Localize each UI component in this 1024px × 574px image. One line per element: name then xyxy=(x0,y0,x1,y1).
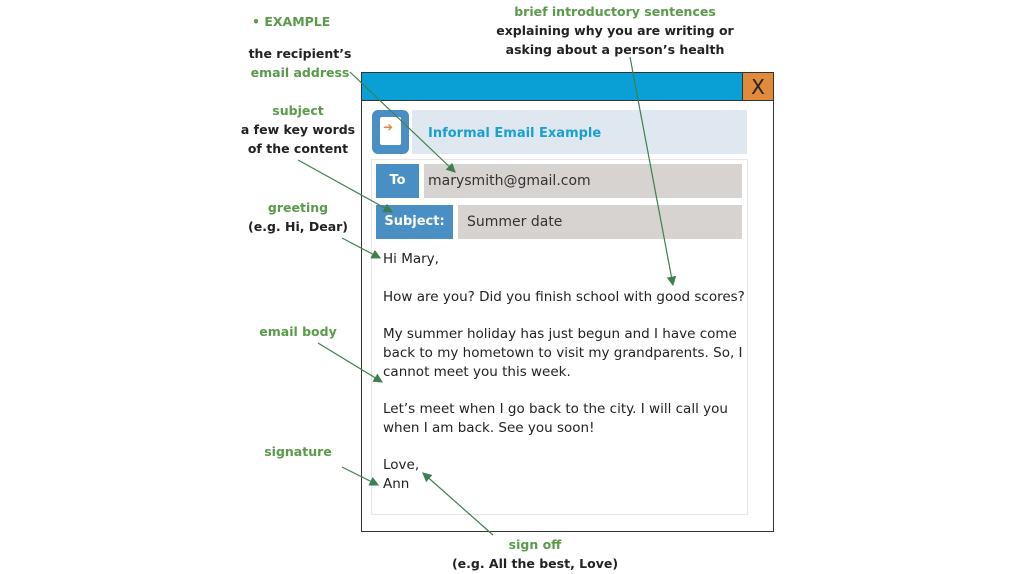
body-line: My summer holiday has just begun and I have come xyxy=(383,326,737,342)
email-body-annotation: email body xyxy=(259,324,337,339)
body-line: cannot meet you this week. xyxy=(383,364,571,380)
document-arrow-icon: ➜ xyxy=(372,110,409,154)
annotation-text: of the content xyxy=(247,141,349,156)
body-line: Let’s meet when I go back to the city. I will call you xyxy=(383,401,728,417)
annotation-text: email address xyxy=(250,65,350,80)
body-line: Ann xyxy=(383,476,410,492)
annotation-text: sign off xyxy=(508,537,562,552)
signature-arrow xyxy=(342,467,378,485)
greeting-arrow xyxy=(342,238,380,258)
signature-annotation: signature xyxy=(264,444,332,459)
intro-arrow xyxy=(630,57,673,285)
to-label: To xyxy=(376,164,419,198)
subject-arrow xyxy=(298,160,392,212)
annotation-text: brief introductory sentences xyxy=(514,4,716,19)
annotation-text: (e.g. All the best, Love) xyxy=(451,556,619,571)
body-line: Hi Mary, xyxy=(383,251,439,267)
example-heading: • EXAMPLE xyxy=(252,14,331,29)
signoff-arrow xyxy=(423,473,493,535)
close-button[interactable]: X xyxy=(742,73,773,101)
body-line: How are you? Did you finish school with good scores? xyxy=(383,289,745,305)
body-line: Love, xyxy=(383,457,420,473)
recipient-arrow xyxy=(350,72,455,172)
annotation-text: asking about a person’s health xyxy=(505,42,725,57)
annotation-text: explaining why you are writing or xyxy=(496,23,734,38)
annotation-text: a few key words xyxy=(240,122,356,137)
annotation-text: (e.g. Hi, Dear) xyxy=(248,219,348,234)
annotation-text: greeting xyxy=(267,200,329,215)
email-title: Informal Email Example xyxy=(428,126,602,141)
annotation-text: subject xyxy=(272,103,324,118)
body-arrow xyxy=(318,343,382,382)
body-line: back to my hometown to visit my grandparents. So, I xyxy=(383,345,743,361)
subject-label: Subject: xyxy=(376,205,453,239)
to-field[interactable]: marysmith@gmail.com xyxy=(424,164,742,198)
subject-field[interactable]: Summer date xyxy=(458,205,742,239)
body-line: when I am back. See you soon! xyxy=(383,420,595,436)
annotation-text: the recipient’s xyxy=(248,46,352,61)
